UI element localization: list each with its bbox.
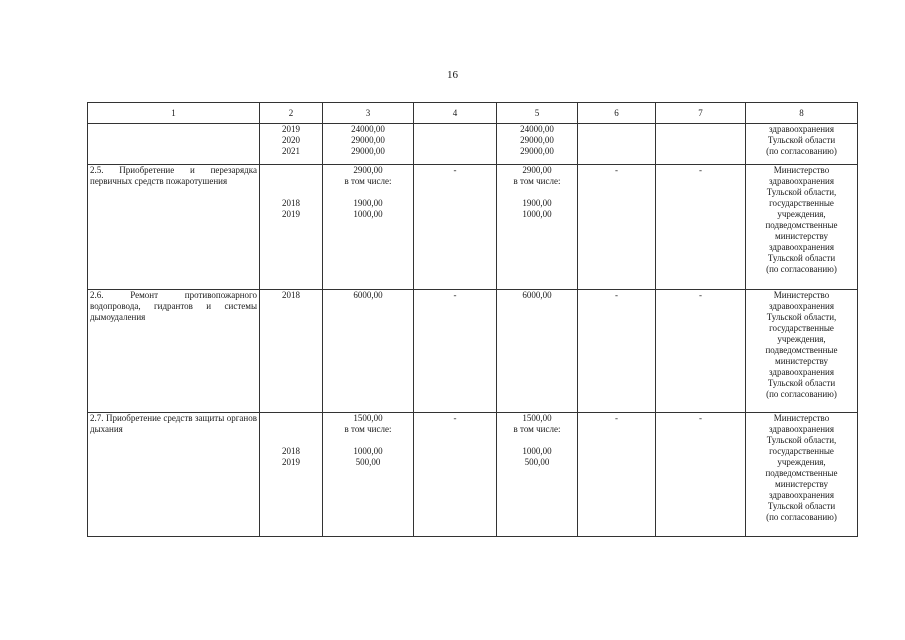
executor-cell [746, 290, 858, 413]
subtotal-label: в том числе: [513, 176, 561, 186]
amount-cell [323, 124, 414, 165]
amount: 1000,00 [353, 446, 383, 456]
years-cell [260, 124, 323, 165]
col6-cell [578, 124, 656, 165]
executor-line: здравоохранения [768, 242, 834, 252]
subtotal-label: в том числе: [344, 176, 392, 186]
program-table [87, 102, 858, 537]
years-cell [260, 290, 323, 413]
amount: 24000,00 [520, 124, 554, 134]
header-row [88, 103, 858, 124]
executor-line: Тульской области [767, 253, 836, 263]
executor-line: здравоохранения [768, 124, 834, 134]
executor-line: Тульской области, [766, 312, 837, 322]
col7-cell: - [656, 165, 746, 290]
amount: 1000,00 [353, 209, 383, 219]
executor-line: здравоохранения [768, 301, 834, 311]
executor-line: здравоохранения [768, 176, 834, 186]
year: 2020 [282, 135, 300, 145]
executor-line: государственные [769, 198, 834, 208]
years-cell [260, 413, 323, 537]
table-row [88, 290, 858, 413]
header-cell: 2 [260, 103, 323, 124]
executor-line: подведомственные [765, 220, 838, 230]
executor-line: министерству [775, 356, 828, 366]
amount: 500,00 [355, 457, 381, 467]
col5-cell [497, 165, 578, 290]
total-amount: 2900,00 [522, 165, 552, 175]
header-cell: 5 [497, 103, 578, 124]
col5-cell [497, 413, 578, 537]
header-cell: 6 [578, 103, 656, 124]
amount-cell [323, 413, 414, 537]
executor-line: подведомственные [765, 468, 838, 478]
col6-cell: - [578, 290, 656, 413]
measure-name-cell: 2.7. Приобретение средств защиты органов дыхания [88, 413, 260, 537]
executor-line: здравоохранения [768, 367, 834, 377]
executor-line: Тульской области [767, 501, 836, 511]
executor-cell [746, 165, 858, 290]
executor-line: министерству [775, 231, 828, 241]
total-amount: 1500,00 [522, 413, 552, 423]
years-cell [260, 165, 323, 290]
amount: 1000,00 [522, 446, 552, 456]
subtotal-label: в том числе: [513, 424, 561, 434]
amount-cell [323, 165, 414, 290]
executor-line: (по согласованию) [766, 389, 837, 399]
executor-line: учреждения, [777, 457, 826, 467]
header-cell: 3 [323, 103, 414, 124]
col7-cell: - [656, 413, 746, 537]
executor-line: министерству [775, 479, 828, 489]
col5-cell [497, 290, 578, 413]
col6-cell: - [578, 165, 656, 290]
col7-cell [656, 124, 746, 165]
executor-line: подведомственные [765, 345, 838, 355]
table-row [88, 165, 858, 290]
year: 2019 [282, 457, 300, 467]
executor-line: Тульской области, [766, 187, 837, 197]
executor-line: здравоохранения [768, 424, 834, 434]
year: 2019 [282, 209, 300, 219]
col5-cell [497, 124, 578, 165]
executor-line: Министерство [773, 290, 830, 300]
year: 2018 [282, 290, 300, 300]
total-amount: 1500,00 [353, 413, 383, 423]
measure-name-cell: 2.5. Приобретение и перезарядка первичных средств пожаротушения [88, 165, 260, 290]
amount: 1900,00 [353, 198, 383, 208]
col6-cell: - [578, 413, 656, 537]
executor-line: Тульской области [767, 135, 836, 145]
table-row [88, 413, 858, 537]
executor-line: Министерство [773, 413, 830, 423]
amount: 24000,00 [351, 124, 385, 134]
col7-cell: - [656, 290, 746, 413]
executor-line: учреждения, [777, 334, 826, 344]
col4-cell [414, 124, 497, 165]
executor-cell [746, 413, 858, 537]
executor-line: Тульской области, [766, 435, 837, 445]
header-cell: 1 [88, 103, 260, 124]
header-cell: 4 [414, 103, 497, 124]
executor-line: Тульской области [767, 378, 836, 388]
year: 2018 [282, 198, 300, 208]
header-cell: 8 [746, 103, 858, 124]
header-cell: 7 [656, 103, 746, 124]
amount: 1900,00 [522, 198, 552, 208]
total-amount: 2900,00 [353, 165, 383, 175]
measure-name-cell: 2.6. Ремонт противопожарного водопровода, гидрантов и системы дымоудаления [88, 290, 260, 413]
amount: 29000,00 [520, 135, 554, 145]
amount: 1000,00 [522, 209, 552, 219]
executor-line: здравоохранения [768, 490, 834, 500]
executor-line: учреждения, [777, 209, 826, 219]
col4-cell: - [414, 165, 497, 290]
subtotal-label: в том числе: [344, 424, 392, 434]
amount: 29000,00 [351, 146, 385, 156]
page-number: 16 [447, 69, 458, 81]
col4-cell: - [414, 290, 497, 413]
year: 2021 [282, 146, 300, 156]
amount-cell [323, 290, 414, 413]
col4-cell: - [414, 413, 497, 537]
amount: 29000,00 [520, 146, 554, 156]
executor-line: Министерство [773, 165, 830, 175]
year: 2019 [282, 124, 300, 134]
executor-line: государственные [769, 446, 834, 456]
executor-cell [746, 124, 858, 165]
amount: 29000,00 [351, 135, 385, 145]
executor-line: (по согласованию) [766, 512, 837, 522]
total-amount: 6000,00 [353, 290, 383, 300]
total-amount: 6000,00 [522, 290, 552, 300]
amount: 500,00 [524, 457, 550, 467]
measure-name-cell [88, 124, 260, 165]
executor-line: (по согласованию) [766, 264, 837, 274]
year: 2018 [282, 446, 300, 456]
executor-line: государственные [769, 323, 834, 333]
table-row [88, 124, 858, 165]
executor-line: (по согласованию) [766, 146, 837, 156]
